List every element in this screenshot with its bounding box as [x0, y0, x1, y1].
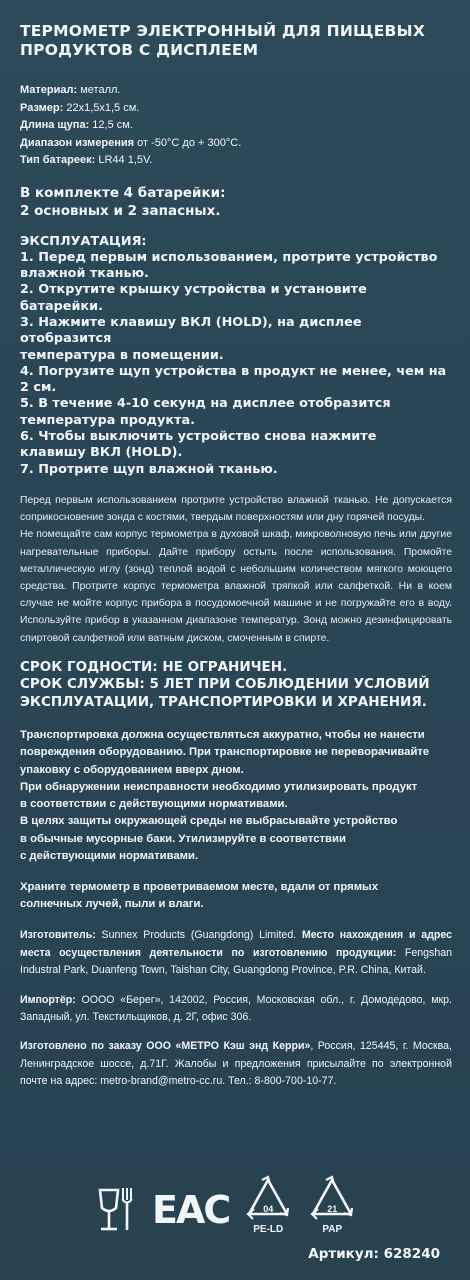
- ops-line: 3. Нажмите клавишу ВКЛ (HOLD), на дисплее отобразится: [20, 314, 362, 347]
- ops-line: 5. В течение 4-10 секунд на дисплее отобразится: [20, 396, 391, 412]
- ops-line: 1. Перед первым использованием, протрите устройство: [20, 249, 438, 265]
- recycle-pap-icon: 21 PAP: [307, 1174, 357, 1236]
- article-number: Артикул: 628240: [308, 1246, 440, 1262]
- specs-list: [20, 82, 452, 170]
- spec-row: Длина щупа: 12,5 см.: [20, 119, 133, 131]
- care-instructions: Перед первым использованием протрите устройство влажной тканью. Не допускается соприкосновение зонда с костями, твердым поверхностям или дну горячей посуды. Не помещайте сам корпус термометра в духовой шкаф, микроволновую печь или другие нагревательные приборы. Дайте прибору остыть после использования. Промойте металлическую иглу (зонд) теплой водой с небольшим количеством мягкого моющего средства. Протрите корпус термометра влажной тряпкой или салфеткой. Ни в коем случае не мойте корпус прибора в посудомоечной машине и не погружайте его в воду. Используйте прибор в указанном диапазоне температур. Зонд можно дезинфицировать спиртовой салфеткой или ватным диском, смоченным в спирте.: [20, 494, 452, 644]
- ops-line: 4. Погрузите щуп устройства в продукт не менее, чем на 2 см.: [20, 363, 447, 396]
- spec-row: Диапазон измерения от -50°С до + 300°С.: [20, 136, 242, 149]
- eac-mark-icon: EAC: [152, 1188, 230, 1232]
- ops-line: влажной тканью.: [20, 266, 149, 282]
- spec-row: Материал: металл.: [20, 84, 121, 96]
- shelf-life: СРОК ГОДНОСТИ: НЕ ОГРАНИЧЕН. СРОК СЛУЖБЫ: 5 ЛЕТ ПРИ СОБЛЮДЕНИИ УСЛОВИЙ ЭКСПЛУАТАЦИИ, ТРАНСПОРТИРОВКИ И ХРАНЕНИЯ.: [20, 658, 430, 710]
- spec-row: Тип батареек: LR44 1,5V.: [20, 154, 153, 166]
- transport-disposal: Транспортировка должна осуществляться аккуратно, чтобы не нанести повреждения оборудованию. При транспортировке не переворачивайте упаковку с оборудованием вверх дном. При обнаружении неисправности необходимо утилизировать продукт в соответствии с действующими нормативами. В целях защиты окружающей среды не выбрасывайте устройство в обычные мусорные баки. Утилизируйте в соответствии с действующими нормативами.: [20, 729, 430, 862]
- food-safe-icon: [96, 1184, 138, 1236]
- operation-instructions: [20, 234, 452, 478]
- recycle-pe-ld-icon: 04 PE-LD: [243, 1174, 293, 1236]
- product-title: ТЕРМОМЕТР ЭЛЕКТРОННЫЙ ДЛЯ ПИЩЕВЫХ ПРОДУКТОВ С ДИСПЛЕЕМ: [20, 22, 425, 59]
- importer-info: Импортёр: ОООО «Берег», 142002, Россия, Московская обл., г. Домодедово, мкр. Западный, ул. Текстильщиков, д. 2Г, офис 306.: [20, 993, 452, 1023]
- ops-line: 2. Открутите крышку устройства и установите батарейки.: [20, 282, 367, 314]
- label-page: [20, 22, 452, 1103]
- kit-contents: В комплекте 4 батарейки: 2 основных и 2 запасных.: [20, 184, 226, 219]
- ops-line: температура продукта.: [20, 412, 195, 428]
- spec-row: Размер: 22х1,5х1,5 см.: [20, 101, 140, 114]
- manufacturer-info: Изготовитель: Sunnex Products (Guangdong) Limited. Место нахождения и адрес места осуществления деятельности по изготовлению продукции: Fengshan Industral Park, Duanfeng Town, Taishan City, Guangdong Province, P.R. China, Китай.: [20, 929, 453, 977]
- certification-icons: [96, 1172, 357, 1236]
- ops-line: клавишу ВКЛ (HOLD).: [20, 445, 183, 461]
- ops-line: 6. Чтобы выключить устройство снова нажмите: [20, 429, 377, 445]
- ops-line: 7. Протрите щуп влажной тканью.: [20, 461, 278, 477]
- ops-line: температура в помещении.: [20, 347, 224, 363]
- storage-conditions: Храните термометр в проветриваемом месте, вдали от прямых солнечных лучей, пыли и влаги.: [20, 880, 378, 911]
- ops-heading: ЭКСПЛУАТАЦИЯ:: [20, 233, 147, 249]
- order-info: Изготовлено по заказу ООО «МЕТРО Кэш энд Керри», Россия, 125445, г. Москва, Ленинградское шоссе, д.71Г. Жалобы и предложения присылайте по электронной почте на адрес: metro-brand@metro-cc.ru. Тел.: 8-800-700-10-77.: [20, 1040, 452, 1088]
